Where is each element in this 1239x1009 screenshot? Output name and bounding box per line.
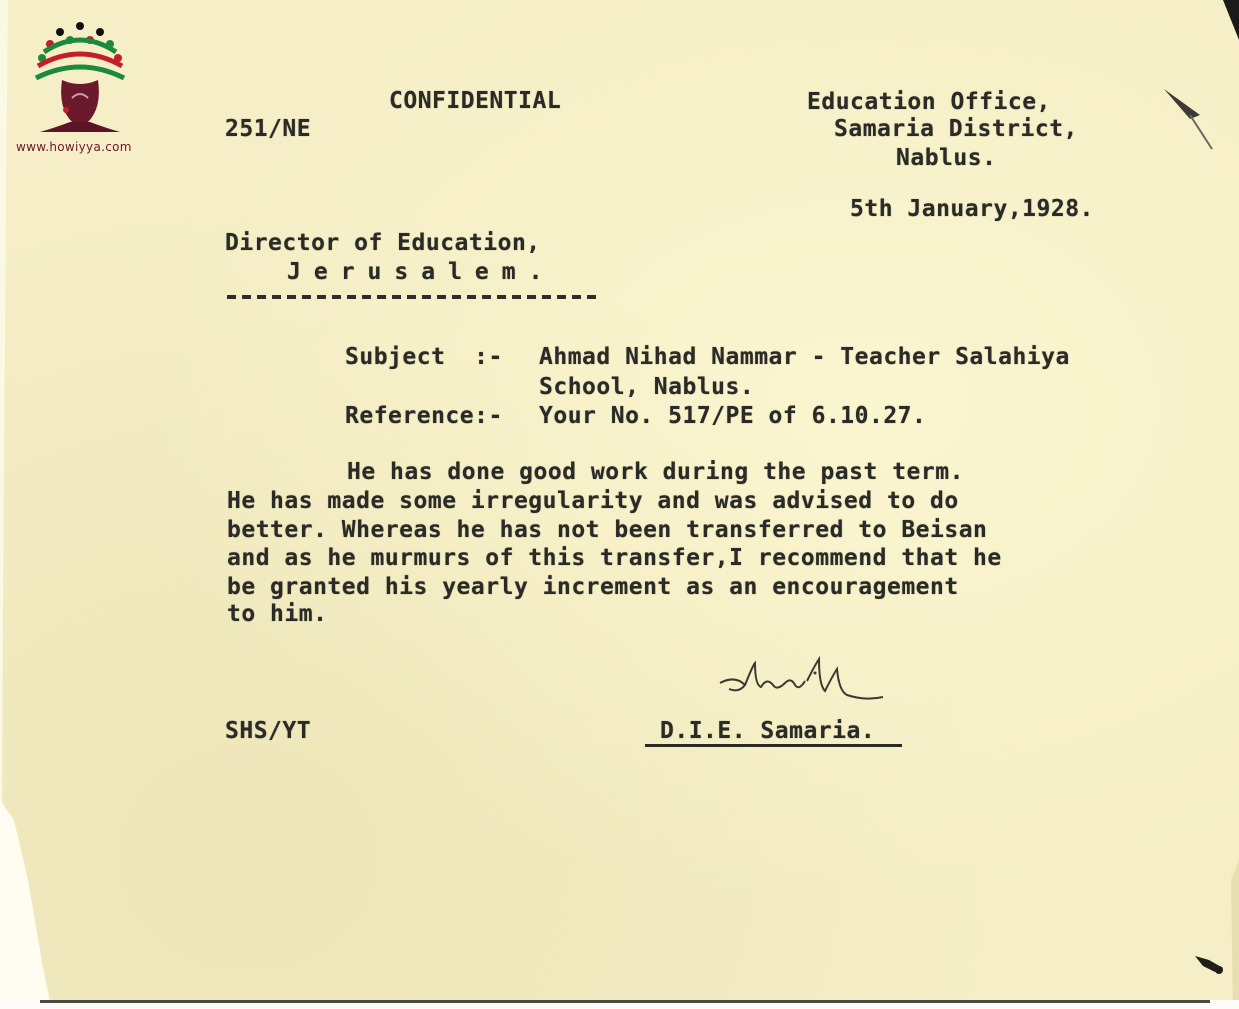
ink-blot (1193, 948, 1229, 980)
subject-label: Subject :- (345, 344, 503, 370)
classification-label: CONFIDENTIAL (389, 88, 562, 114)
body-line: to him. (227, 601, 328, 627)
pencil-mark (1160, 85, 1220, 155)
handwritten-signature (715, 655, 895, 715)
body-line: be granted his yearly increment as an encouragement (227, 574, 959, 600)
watermark-url: www.howiyya.com (16, 140, 132, 154)
signatory: D.I.E. Samaria. (660, 718, 876, 744)
sender-address-line-2: Samaria District, (834, 116, 1078, 142)
file-reference: 251/NE (225, 116, 312, 142)
signatory-underline (645, 744, 902, 747)
sender-address-line-3: Nablus. (896, 145, 997, 171)
sender-address-line-1: Education Office, (807, 89, 1051, 115)
body-line: and as he murmurs of this transfer,I recommend that he (227, 545, 1002, 571)
subject-line-1: Ahmad Nihad Nammar - Teacher Salahiya (539, 344, 1070, 370)
reference-value: Your No. 517/PE of 6.10.27. (539, 403, 927, 429)
subject-line-2: School, Nablus. (539, 374, 755, 400)
body-line: He has made some irregularity and was advised to do (227, 488, 959, 514)
body-line: He has done good work during the past term. (347, 459, 964, 485)
recipient-line-1: Director of Education, (225, 230, 541, 256)
typist-initials: SHS/YT (225, 718, 312, 744)
body-line: better. Whereas he has not been transferred to Beisan (227, 517, 988, 543)
letter-date: 5th January,1928. (850, 196, 1094, 222)
howiyya-logo-icon (20, 18, 140, 143)
reference-label: Reference:- (345, 403, 503, 429)
recipient-line-2: Jerusalem. (287, 259, 556, 285)
paper-bottom-edge (40, 1000, 1210, 1003)
